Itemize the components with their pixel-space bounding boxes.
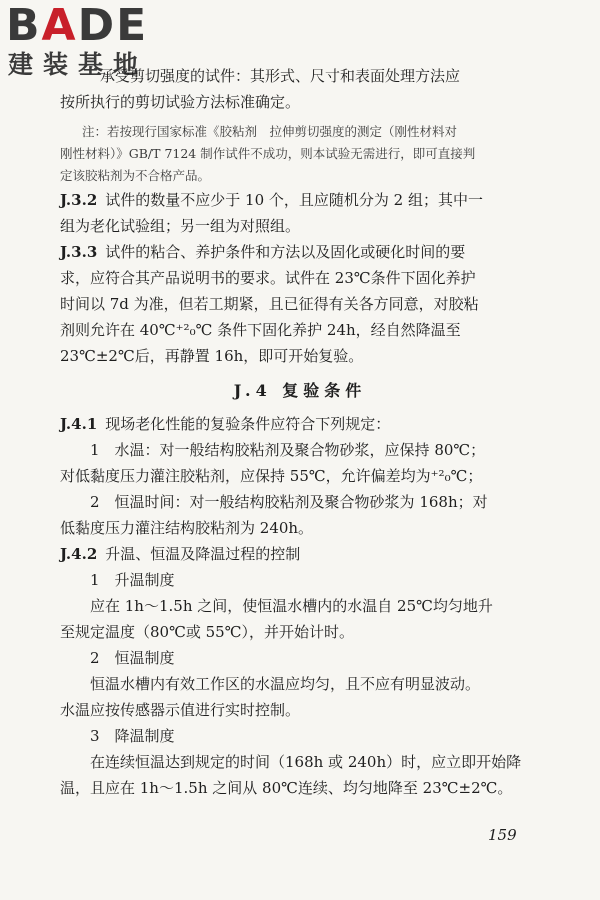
text-line: 对低黏度压力灌注胶粘剂，应保持 55℃，允许偏差均为⁺²₀℃； <box>60 467 483 485</box>
text-line: 温，且应在 1h～1.5h 之间从 80℃连续、均匀地降至 23℃±2℃。 <box>60 779 513 797</box>
sub-heading: 1 升温制度 <box>90 571 175 589</box>
clause-j3-2 <box>60 190 560 210</box>
clause-text: 现场老化性能的复验条件应符合下列规定： <box>105 415 391 433</box>
note-line: 定该胶粘剂为不合格产品。 <box>60 168 211 183</box>
clause-text: 试件的数量不应少于 10 个，且应随机分为 2 组；其中一 <box>105 191 483 209</box>
section-heading: J.4 复验条件 <box>233 381 367 400</box>
text-line: 承受剪切强度的试件：其形式、尺寸和表面处理方法应 <box>100 67 461 85</box>
text-line: 应在 1h～1.5h 之间，使恒温水槽内的水温自 25℃均匀地升 <box>90 597 493 615</box>
clause-number: J.4.1 <box>60 415 98 433</box>
text-line: 组为老化试验组；另一组为对照组。 <box>60 217 301 235</box>
text-line: 恒温水槽内有效工作区的水温应均匀，且不应有明显波动。 <box>90 675 481 693</box>
clause-number: J.3.2 <box>60 191 98 209</box>
clause-j4-2 <box>60 544 560 564</box>
clause-text: 升温、恒温及降温过程的控制 <box>105 545 301 563</box>
logo-letter-b: B <box>6 0 42 51</box>
text-line: 求，应符合其产品说明书的要求。试件在 23℃条件下固化养护 <box>60 269 476 287</box>
clause-number: J.4.2 <box>60 545 98 563</box>
text-line: 1 水温：对一般结构胶粘剂及聚合物砂浆，应保持 80℃； <box>90 441 486 459</box>
text-line: 低黏度压力灌注结构胶粘剂为 240h。 <box>60 519 314 537</box>
clause-text: 试件的粘合、养护条件和方法以及固化或硬化时间的要 <box>105 243 466 261</box>
logo-letter-e: E <box>116 0 149 51</box>
sub-heading: 3 降温制度 <box>90 727 175 745</box>
text-line: 按所执行的剪切试验方法标准确定。 <box>60 93 301 111</box>
note-line: 注：若按现行国家标准《胶粘剂 拉伸剪切强度的测定（刚性材料对 <box>82 124 458 139</box>
clause-number: J.3.3 <box>60 243 98 261</box>
page-number: 159 <box>488 826 517 844</box>
text-line: 在连续恒温达到规定的时间（168h 或 240h）时，应立即开始降 <box>90 753 522 771</box>
logo-subtitle: 建装基地 <box>8 50 149 79</box>
sub-heading: 2 恒温制度 <box>90 649 175 667</box>
text-line: 水温应按传感器示值进行实时控制。 <box>60 701 301 719</box>
text-line: 23℃±2℃后，再静置 16h，即可开始复验。 <box>60 347 364 365</box>
logo-letter-a: A <box>41 0 78 51</box>
clause-j3-3 <box>60 242 560 262</box>
clause-j4-1 <box>60 414 560 434</box>
text-line: 剂则允许在 40℃⁺²₀℃ 条件下固化养护 24h，经自然降温至 <box>60 321 461 339</box>
note-line: 刚性材料）》GB/T 7124 制作试件不成功，则本试验无需进行，即可直接判 <box>60 146 476 161</box>
logo-letter-d: D <box>77 0 117 51</box>
text-line: 至规定温度（80℃或 55℃），并开始计时。 <box>60 623 355 641</box>
text-line: 时间以 7d 为准，但若工期紧，且已征得有关各方同意，对胶粘 <box>60 295 479 313</box>
text-line: 2 恒温时间：对一般结构胶粘剂及聚合物砂浆为 168h；对 <box>90 493 488 511</box>
